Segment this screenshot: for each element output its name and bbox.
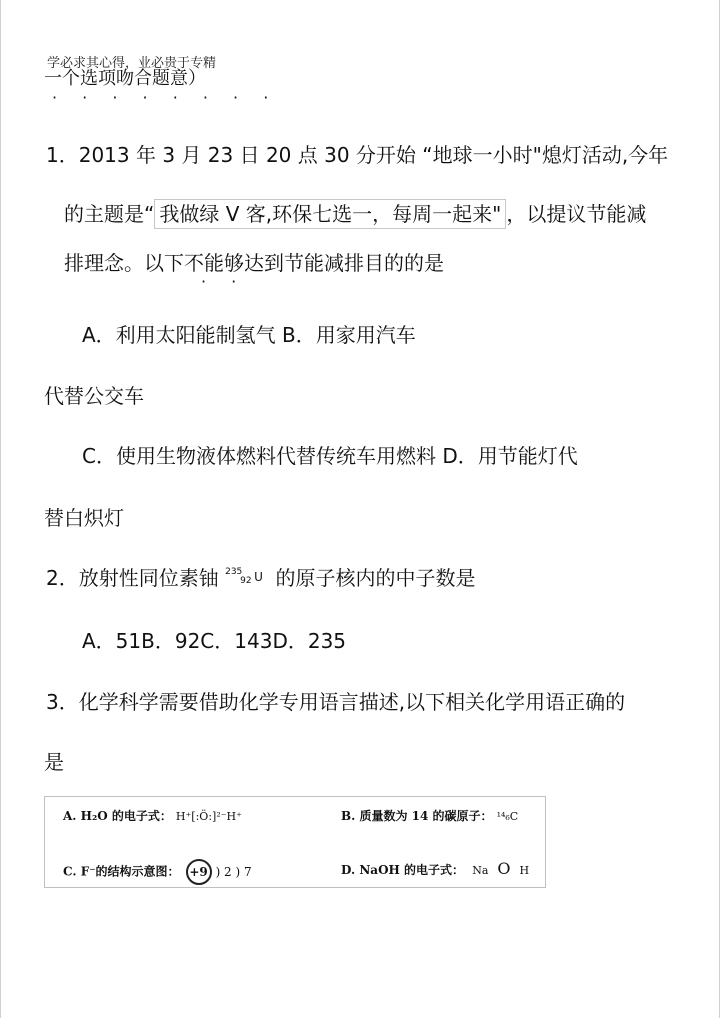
- option-a-label: A. H₂O 的电子式：: [63, 809, 172, 823]
- naoh-h: H: [519, 864, 530, 877]
- q1-line2: [64, 198, 646, 227]
- figure-option-a: [63, 807, 242, 824]
- q2-stem-pre: 2．放射性同位素铀: [46, 566, 219, 590]
- isotope-mass-number: 235: [225, 567, 243, 577]
- q1-option-d-cont: 替白炽灯: [44, 506, 124, 530]
- q2-stem-post: 的原子核内的中子数是: [275, 566, 476, 590]
- q3-line2: 是: [44, 750, 64, 774]
- page-edge-left: [0, 0, 1, 1018]
- figure-option-b: [341, 807, 518, 824]
- option-c-label: C. F⁻的结构示意图：: [63, 864, 180, 879]
- carbon-14-symbol: ¹⁴₆C: [496, 810, 519, 823]
- q1-emphasis-dots: · ·: [201, 272, 247, 291]
- q1-line3: 排理念。以下不能够达到节能减排目的的是: [64, 251, 444, 275]
- q1-option-b-cont: 代替公交车: [44, 384, 144, 408]
- isotope-atomic-number: 92: [240, 576, 252, 586]
- header-note: 学必求其心得，业必贵于专精: [47, 56, 217, 71]
- section-intro: 一个选项吻合题意）: [44, 68, 206, 89]
- q1-line2-pre: 的主题是“: [64, 202, 155, 226]
- q1-line2-post: ，以提议节能减: [506, 202, 647, 226]
- isotope-symbol: U: [254, 570, 263, 584]
- fluoride-electron-shells: ) 2 ) 7: [215, 865, 252, 879]
- figure-option-c: [63, 859, 252, 885]
- uranium-isotope: [225, 565, 269, 585]
- emphasis-dots: · · · · · · · ·: [52, 88, 279, 107]
- naoh-electron-formula: [472, 859, 530, 878]
- q2-stem: [46, 562, 475, 591]
- figure-option-d: [341, 859, 529, 878]
- q3-line1: 3．化学科学需要借助化学专用语言描述,以下相关化学用语正确的: [46, 690, 626, 714]
- q1-theme-box: 我做绿 V 客,环保七选一，每周一起来": [154, 199, 506, 229]
- option-d-label: D. NaOH 的电子式：: [341, 863, 465, 877]
- q2-options: A．51B．92C．143D．235: [82, 629, 347, 653]
- q1-options-cd: C．使用生物液体燃料代替传统车用燃料 D．用节能灯代: [82, 444, 578, 468]
- naoh-oxygen: O: [497, 859, 511, 878]
- fluoride-nucleus-circle: +9: [186, 859, 212, 885]
- naoh-na: Na: [472, 864, 489, 877]
- q3-options-figure: [44, 796, 546, 888]
- option-b-label: B. 质量数为 14 的碳原子：: [341, 809, 493, 823]
- q1-options-ab: A．利用太阳能制氢气 B．用家用汽车: [82, 323, 416, 347]
- water-electron-formula: H⁺[:Ö:]²⁻H⁺: [175, 810, 242, 823]
- q1-line1: 1．2013 年 3 月 23 日 20 点 30 分开始 “地球一小时"熄灯活动,今年: [46, 143, 669, 167]
